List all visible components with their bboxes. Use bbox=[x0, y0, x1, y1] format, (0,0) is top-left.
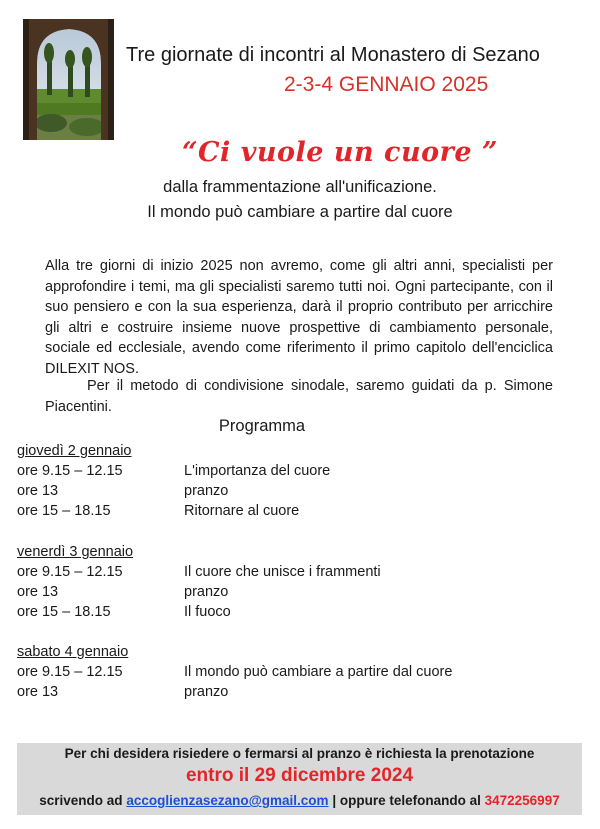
schedule-topic: L'importanza del cuore bbox=[184, 463, 331, 479]
schedule-time: ore 15 – 18.15 bbox=[17, 503, 111, 519]
schedule-topic: pranzo bbox=[184, 483, 229, 499]
booking-contact bbox=[17, 793, 582, 808]
booking-deadline: entro il 29 dicembre 2024 bbox=[185, 765, 414, 786]
event-title: “Ci vuole un cuore ” bbox=[182, 137, 498, 168]
schedule-topic: pranzo bbox=[184, 584, 229, 600]
schedule-topic: Il fuoco bbox=[184, 604, 231, 620]
schedule-row bbox=[17, 481, 577, 501]
monastery-arch-photo bbox=[23, 19, 114, 140]
day-title: venerdì 3 gennaio bbox=[17, 544, 134, 560]
intro-paragraph: Alla tre giorni di inizio 2025 non avremo, come gli altri anni, specialisti per approfondire i temi, ma gli specialisti saremo tutti noi. Ogni partecipante, con il suo pensiero e con la sua esperienza, darà il proprio contributo per arricchire gli altri e costruire insieme nuove prospettive di cambiamento personale, sociale ed ecclesiale, avendo come riferimento il primo capitolo dell'enciclica DILEXIT NOS. bbox=[45, 258, 553, 377]
intro-paragraph-2: Per il metodo di condivisione sinodale, saremo guidati da p. Simone Piacentini. bbox=[45, 378, 553, 415]
schedule-time: ore 15 – 18.15 bbox=[17, 604, 111, 620]
day-block-friday bbox=[17, 542, 577, 622]
schedule-row bbox=[17, 501, 577, 521]
contact-prefix: scrivendo ad bbox=[39, 793, 123, 808]
schedule-topic: Il mondo può cambiare a partire dal cuore bbox=[184, 664, 453, 680]
schedule-row bbox=[17, 582, 577, 602]
schedule-topic: Il cuore che unisce i frammenti bbox=[184, 564, 381, 580]
schedule-time: ore 9.15 – 12.15 bbox=[17, 463, 123, 479]
contact-middle: | oppure telefonando al bbox=[332, 793, 481, 808]
schedule-row bbox=[17, 461, 577, 481]
programma-title: Programma bbox=[218, 417, 306, 435]
email-link[interactable]: accoglienzasezano@gmail.com bbox=[126, 793, 329, 808]
schedule-topic: Ritornare al cuore bbox=[184, 503, 300, 519]
schedule-time: ore 13 bbox=[17, 584, 59, 600]
schedule-time: ore 9.15 – 12.15 bbox=[17, 564, 123, 580]
day-block-thursday bbox=[17, 441, 577, 521]
event-subtitle-1: dalla frammentazione all'unificazione. bbox=[163, 178, 437, 196]
schedule-row bbox=[17, 682, 577, 702]
day-title: giovedì 2 gennaio bbox=[17, 443, 132, 459]
schedule-row bbox=[17, 562, 577, 582]
event-subtitle-2: Il mondo può cambiare a partire dal cuore bbox=[147, 203, 453, 221]
phone-number[interactable]: 3472256997 bbox=[484, 793, 560, 808]
schedule-time: ore 9.15 – 12.15 bbox=[17, 664, 123, 680]
schedule-time: ore 13 bbox=[17, 483, 59, 499]
schedule-topic: pranzo bbox=[184, 684, 229, 700]
schedule-row bbox=[17, 602, 577, 622]
event-heading: Tre giornate di incontri al Monastero di Sezano bbox=[126, 44, 540, 66]
day-title: sabato 4 gennaio bbox=[17, 644, 129, 660]
schedule-time: ore 13 bbox=[17, 684, 59, 700]
day-block-saturday bbox=[17, 642, 577, 702]
booking-footer bbox=[17, 743, 582, 815]
event-dates: 2-3-4 GENNAIO 2025 bbox=[284, 73, 489, 96]
schedule-row bbox=[17, 662, 577, 682]
booking-note: Per chi desidera risiedere o fermarsi al pranzo è richiesta la prenotazione bbox=[64, 746, 535, 761]
